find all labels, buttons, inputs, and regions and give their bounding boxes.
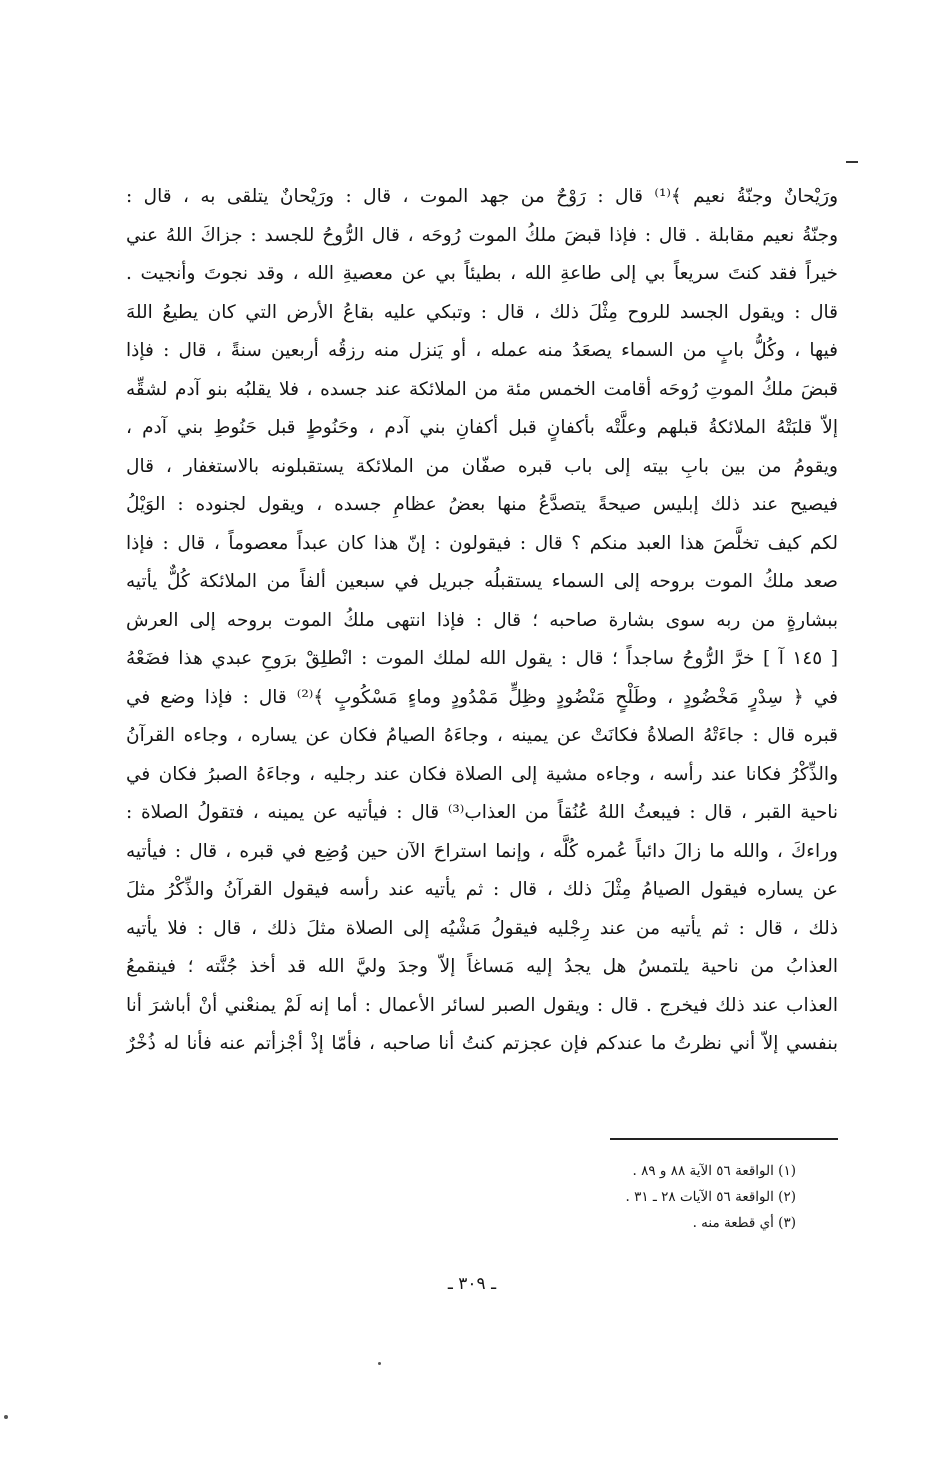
top-margin-mark bbox=[846, 161, 858, 163]
footnote-separator bbox=[610, 1138, 838, 1140]
text-line: العذاب عند ذلك فيخرج . قال : ويقول الصبر لسائر الأعمال : أما إنه لَمْ يمنعْني أنْ أباشرَ أنا bbox=[126, 994, 838, 1016]
text-line: والذِّكْرُ فكانا عند رأسه ، وجاءه مشية إلى الصلاة فكان عند رجليه ، وجاءَهُ الصبرُ فكان في bbox=[126, 763, 838, 785]
text-line: [ ١٤٥ آ ] خرَّ الرُّوحُ ساجداً ؛ قال : يقول الله لملك الموت : انْطلِقْ برَوحِ عبدي هذا فضَعْهُ bbox=[126, 648, 838, 669]
text-line: فيها ، وكُلُّ بابٍ من السماء يصعَدُ منه عمله ، أو يَنزل منه رزقُه أربعين سنةً ، قال : فإذا bbox=[126, 340, 838, 361]
text-line: قبره قال : جاءَتْهُ الصلاةُ فكانَتْ عن يمينه ، وجاءَهُ الصيامُ فكان عن يساره ، وجاءه القرآنُ bbox=[126, 725, 838, 746]
text-line: وراءكَ ، والله ما زالَ دائباً عُمره كُلَّه ، وإنما استراحَ الآن حين وُضِع في قبره ، قال : فيأتيه bbox=[126, 840, 838, 862]
text-line: ناحية القبر ، قال : فيبعثُ اللهُ عُنُقاً من العذاب⁽³⁾ قال : فيأتيه عن يمينه ، فتقولُ الصلاة : bbox=[126, 802, 838, 823]
scan-speck bbox=[4, 1415, 8, 1419]
footnotes bbox=[376, 1158, 796, 1236]
text-line: ذلك ، قال : ثم يأتيه من عند رِجْليه فيقولُ مَشْيُه إلى الصلاة مثلَ ذلك ، قال : فلا يأتيه bbox=[126, 917, 838, 939]
scan-speck bbox=[378, 1362, 381, 1365]
text-line: العذابُ من ناحية يلتمسُ هل يجدُ إليه مَساغاً إلاّ وجدَ وليَّ الله قد أخذ جُنَّته ؛ فينقمعُ bbox=[126, 956, 838, 977]
footnote-1: (١) الواقعة ٥٦ الآية ٨٨ و ٨٩ . bbox=[632, 1163, 796, 1179]
text-line: إلاّ قلبَتْهُ الملائكةُ قبلهم وعلَّتْه بأكفانٍ قبل أكفانِ بني آدم ، وحَنُوطٍ قبل حَنُوطِ بني آدم ، bbox=[126, 417, 838, 438]
page-number: ـ ٣٠٩ ـ bbox=[447, 1274, 497, 1294]
text-line: خيراً فقد كنتَ سريعاً بي إلى طاعةِ الله ، بطيئاً بي عن معصيةِ الله ، وقد نجوتَ وأنجيت . bbox=[126, 263, 838, 284]
text-line: صعد ملكُ الموت بروحه إلى السماء يستقبلُه جبريل في سبعين ألفاً من الملائكة كُلٌّ يأتيه bbox=[126, 571, 838, 592]
footnote-2: (٢) الواقعة ٥٦ الآيات ٢٨ ـ ٣١ . bbox=[625, 1189, 796, 1205]
text-line: قال : ويقول الجسد للروح مِثْلَ ذلك ، قال : وتبكي عليه بقاعُ الأرض التي كان يطيعُ اللهَ bbox=[126, 301, 838, 323]
body-text bbox=[126, 178, 838, 1064]
text-line: عن يساره فيقول الصيامُ مِثْلَ ذلك ، قال : ثم يأتيه عند رأسه فيقول القرآنُ والذِّكْرُ مثلَ bbox=[126, 879, 838, 900]
text-line: وجنّةُ نعيم مقابلة . قال : فإذا قبضَ ملكُ الموت رُوحَه ، قال الرُّوحُ للجسد : جزاكَ اللهُ عني bbox=[126, 224, 838, 246]
text-line: في ﴿ سِدْرٍ مَخْضُودٍ ، وطَلْحٍ مَنْضُودٍ وظِلٍّ مَمْدُودٍ وماءٍ مَسْكُوبٍ ﴾⁽²⁾ قال : فإذا وضع في bbox=[126, 686, 838, 708]
text-line: ببشارةٍ من ربه سوى بشارة صاحبه ؛ قال : فإذا انتهى ملكُ الموت بروحه إلى العرش bbox=[126, 609, 838, 631]
text-line: بنفسي إلاّ أني نظرتُ ما عندكم فإن عجزتم كنتُ أنا صاحبه ، فأمّا إذْ أجْزأتم عنه فأنا له ذُخْرٌ bbox=[126, 1033, 838, 1054]
text-line: فيصيح عند ذلك إبليس صيحةً يتصدَّعُ منها بعضُ عظامِ جسده ، ويقول لجنوده : الوَيْلُ bbox=[126, 494, 838, 515]
footnote-3: (٣) أي قطعة منه . bbox=[692, 1215, 796, 1231]
text-line: ورَيْحانٌ وجنّةُ نعيم ﴾⁽¹⁾ قال : رَوْحٌ من جهد الموت ، قال : ورَيْحانٌ يتلقى به ، قال : bbox=[126, 186, 838, 207]
text-line: لكم كيف تخلَّصَ هذا العبد منكم ؟ قال : فيقولون : إنّ هذا كان عبداً معصوماً ، قال : فإذا bbox=[126, 532, 838, 554]
text-line: ويقومُ من بين بابِ بيته إلى باب قبره صفّان من الملائكة يستقبلونه بالاستغفار ، قال bbox=[126, 455, 838, 477]
text-line: قبضَ ملكُ الموتِ رُوحَه أقامت الخمس مئة من الملائكة عند جسده ، فلا يقلبُه بنو آدم لشقِّه bbox=[126, 378, 838, 400]
